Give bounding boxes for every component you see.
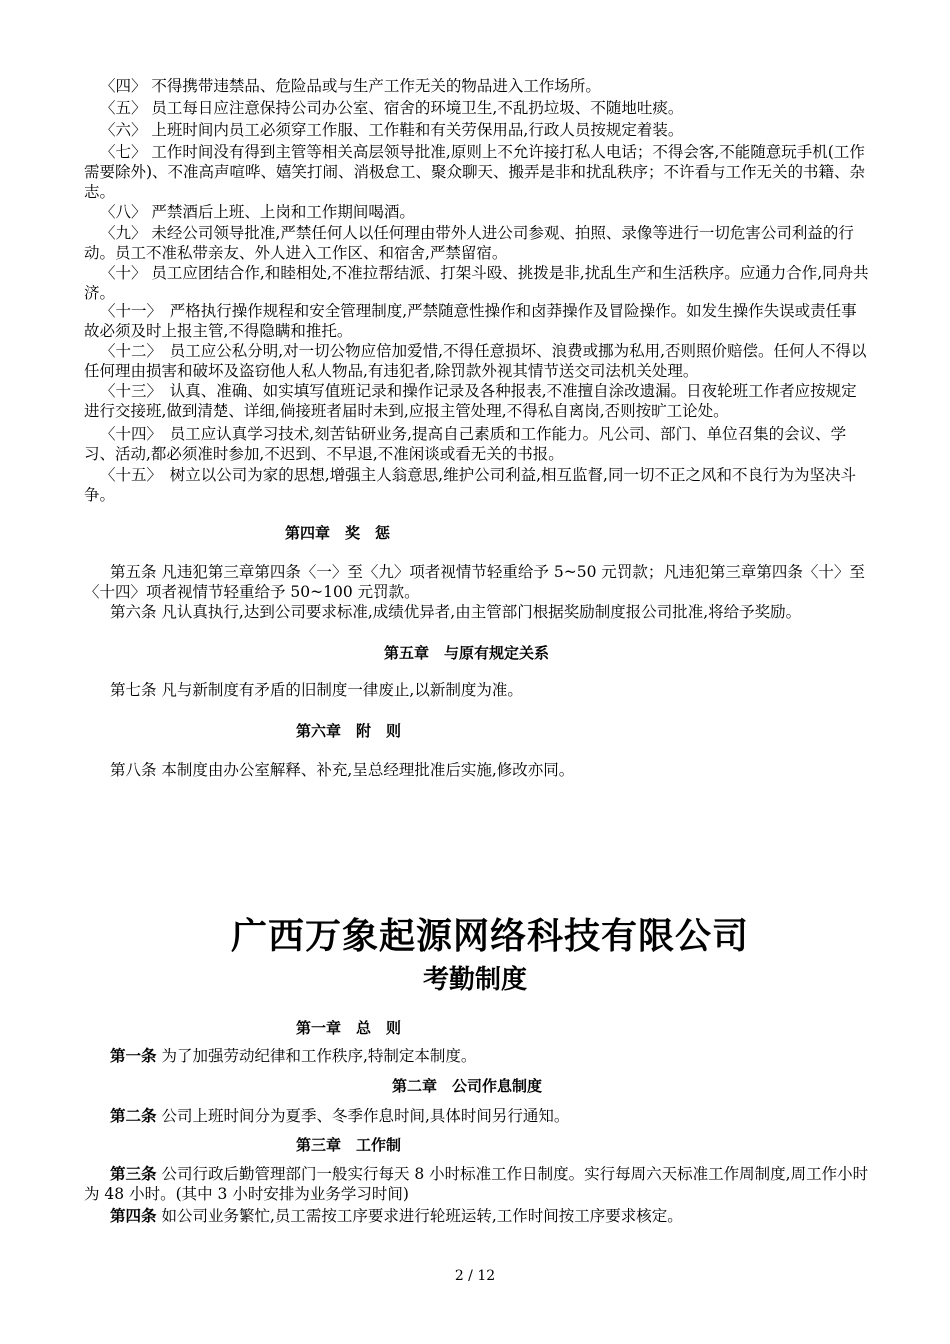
rule-item-14: 〈十四〉 员工应认真学习技术,刻苦钻研业务,提高自己素质和工作能力。凡公司、部门、单位召集的会议、学习、活动,都必须准时参加,不迟到、不早退,不准闲谈或看无关的书报。 xyxy=(84,425,847,463)
rule-item-15: 〈十五〉 树立以公司为家的思想,增强主人翁意思,维护公司利益,相互监督,同一切不正之风和不良行为为坚决斗争。 xyxy=(84,466,856,504)
article-5: 第五条 凡违犯第三章第四条〈一〉至〈九〉项者视情节轻重给予 5~50 元罚款；凡违犯第三章第四条〈十〉至〈十四〉项者视情节轻重给予 50~100 元罚款。 xyxy=(84,563,865,601)
article-text: 公司上班时间分为夏季、冬季作息时间,具体时间另行通知。 xyxy=(161,1107,570,1125)
article-text: 公司行政后勤管理部门一般实行每天 8 小时标准工作日制度。实行每周六天标准工作周制度,周工作小时为 48 小时。(其中 3 小时安排为业务学习时间) xyxy=(84,1165,869,1203)
article-8: 第八条 本制度由办公室解释、补充,呈总经理批准后实施,修改亦同。 xyxy=(110,761,575,779)
chapter-4-title: 第四章 奖 惩 xyxy=(285,524,391,542)
article-6: 第六条 凡认真执行,达到公司要求标准,成绩优异者,由主管部门根据奖励制度报公司批准,将给予奖励。 xyxy=(110,603,802,621)
article-label: 第二条 xyxy=(110,1107,157,1125)
chapter-6-title: 第六章 附 则 xyxy=(296,722,402,740)
article-label: 第四条 xyxy=(110,1207,157,1225)
rule-item-7: 〈七〉 工作时间没有得到主管等相关高层领导批准,原则上不允许接打私人电话；不得会客,不能随意玩手机(工作需要除外)、不准高声喧哗、嬉笑打闹、消极怠工、聚众聊天、搬弄是非和扰乱秩序；不许看与工作无关的书籍、杂志。 xyxy=(84,143,866,201)
article-label: 第三条 xyxy=(110,1165,157,1183)
rule-item-4: 〈四〉 不得携带违禁品、危险品或与生产工作无关的物品进入工作场所。 xyxy=(100,77,601,95)
article-7: 第七条 凡与新制度有矛盾的旧制度一律废止,以新制度为准。 xyxy=(110,681,523,699)
document-title: 考勤制度 xyxy=(422,965,527,995)
page-number: 2 / 12 xyxy=(454,1268,496,1284)
chapter-5-title: 第五章 与原有规定关系 xyxy=(384,644,550,662)
attendance-chapter-1-title: 第一章 总 则 xyxy=(296,1019,402,1037)
rule-item-8: 〈八〉 严禁酒后上班、上岗和工作期间喝酒。 xyxy=(100,203,415,221)
rule-item-11: 〈十一〉 严格执行操作规程和安全管理制度,严禁随意性操作和卤莽操作及冒险操作。如发生操作失误或责任事故必须及时上报主管,不得隐瞒和推托。 xyxy=(84,302,857,340)
rule-item-5: 〈五〉 员工每日应注意保持公司办公室、宿舍的环境卫生,不乱扔垃圾、不随地吐痰。 xyxy=(100,99,684,117)
attendance-chapter-2-title: 第二章 公司作息制度 xyxy=(392,1077,543,1095)
article-label: 第一条 xyxy=(110,1047,157,1065)
article-text: 为了加强劳动纪律和工作秩序,特制定本制度。 xyxy=(161,1047,477,1065)
article-text: 如公司业务繁忙,员工需按工序要求进行轮班运转,工作时间按工序要求核定。 xyxy=(161,1207,683,1225)
rule-item-10: 〈十〉 员工应团结合作,和睦相处,不准拉帮结派、打架斗殴、挑拨是非,扰乱生产和生活秩序。应通力合作,同舟共济。 xyxy=(84,264,869,302)
rule-item-9: 〈九〉 未经公司领导批准,严禁任何人以任何理由带外人进公司参观、拍照、录像等进行一切危害公司利益的行动。员工不准私带亲友、外人进入工作区、和宿舍,严禁留宿。 xyxy=(84,224,854,262)
attendance-article-4 xyxy=(84,1206,870,1226)
rule-item-12: 〈十二〉 员工应公私分明,对一切公物应倍加爱惜,不得任意损坏、浪费或挪为私用,否则照价赔偿。任何人不得以任何理由损害和破坏及盗窃他人私人物品,有违犯者,除罚款外视其情节送交司法机关处理。 xyxy=(84,342,867,380)
rule-item-6: 〈六〉 上班时间内员工必须穿工作服、工作鞋和有关劳保用品,行政人员按规定着装。 xyxy=(100,121,684,139)
rule-item-13: 〈十三〉 认真、准确、如实填写值班记录和操作记录及各种报表,不准擅自涂改遗漏。日夜轮班工作者应按规定进行交接班,做到清楚、详细,倘接班者届时未到,应报主管处理,不得私自离岗,否则按旷工论处。 xyxy=(84,382,857,420)
attendance-article-3 xyxy=(84,1164,870,1204)
attendance-article-2 xyxy=(84,1106,870,1126)
attendance-article-1 xyxy=(84,1046,870,1066)
company-name-title: 广西万象起源网络科技有限公司 xyxy=(230,915,749,957)
attendance-chapter-3-title: 第三章 工作制 xyxy=(296,1136,402,1154)
